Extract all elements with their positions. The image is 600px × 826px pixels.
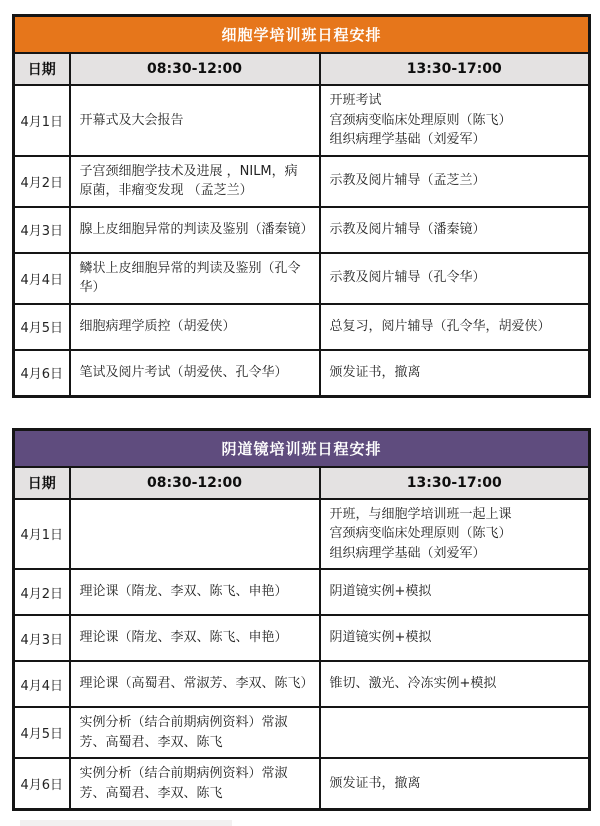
table-row: [14, 758, 590, 810]
morning-column-header: 08:30-12:00: [70, 467, 320, 499]
table-row: [14, 304, 590, 350]
table-row: [14, 85, 590, 156]
table-title-row: [14, 429, 590, 467]
date-cell: 4月4日: [14, 253, 70, 304]
afternoon-line: 总复习，阅片辅导（孔令华，胡爱侠）: [329, 318, 551, 334]
morning-cell: [70, 207, 320, 253]
morning-cell: [70, 85, 320, 156]
schedule-table-colposcopy: [12, 428, 591, 812]
table-row: [14, 156, 590, 207]
date-cell: 4月6日: [14, 758, 70, 810]
morning-line: 鳞状上皮细胞异常的判读及鉴别（孔令华）: [79, 260, 301, 295]
date-cell: 4月2日: [14, 569, 70, 615]
morning-line: 腺上皮细胞异常的判读及鉴别（潘秦镜）: [79, 221, 314, 237]
table-row: [14, 707, 590, 758]
afternoon-cell: [320, 615, 590, 661]
column-header-row: [14, 53, 590, 85]
morning-cell: [70, 350, 320, 397]
morning-line: 理论课（隋龙、李双、陈飞、申艳）: [79, 630, 288, 646]
morning-column-header: 08:30-12:00: [70, 53, 320, 85]
afternoon-cell: [320, 85, 590, 156]
date-cell: 4月3日: [14, 615, 70, 661]
afternoon-line: 宫颈病变临床处理原则（陈飞）: [329, 112, 512, 128]
morning-cell: [70, 707, 320, 758]
column-header-row: [14, 467, 590, 499]
afternoon-line: 颁发证书，撤离: [329, 775, 421, 791]
afternoon-line: 示教及阅片辅导（孟芝兰）: [329, 173, 486, 189]
afternoon-line: 颁发证书，撤离: [329, 364, 421, 380]
afternoon-cell: [320, 707, 590, 758]
table-row: [14, 499, 590, 570]
date-cell: 4月2日: [14, 156, 70, 207]
afternoon-cell: [320, 758, 590, 810]
table-row: [14, 350, 590, 397]
date-cell: 4月4日: [14, 661, 70, 707]
morning-cell: [70, 499, 320, 570]
afternoon-line: 宫颈病变临床处理原则（陈飞）: [329, 526, 512, 541]
afternoon-column-header: 13:30-17:00: [320, 53, 590, 85]
afternoon-column-header: 13:30-17:00: [320, 467, 590, 499]
morning-cell: [70, 615, 320, 661]
afternoon-cell: [320, 569, 590, 615]
afternoon-line: 开班考试: [329, 93, 382, 108]
morning-line: 理论课（高蜀君、常淑芳、李双、陈飞）: [79, 676, 314, 692]
afternoon-cell: [320, 350, 590, 397]
table-row: [14, 569, 590, 615]
afternoon-cell: [320, 156, 590, 207]
morning-cell: [70, 253, 320, 304]
table-title-row: [14, 16, 590, 54]
afternoon-line: 开班，与细胞学培训班一起上课: [329, 506, 512, 522]
date-column-header: 日期: [14, 467, 70, 499]
afternoon-line: 锥切、激光、冷冻实例+模拟: [329, 676, 497, 692]
morning-cell: [70, 304, 320, 350]
afternoon-cell: [320, 207, 590, 253]
morning-line: 实例分析（结合前期病例资料）常淑芳、高蜀君、李双、陈飞: [79, 766, 288, 801]
afternoon-line: 阴道镜实例+模拟: [329, 630, 432, 646]
table-title: 细胞学培训班日程安排: [14, 16, 590, 54]
morning-line: 开幕式及大会报告: [79, 112, 184, 128]
date-cell: 4月1日: [14, 85, 70, 156]
morning-cell: [70, 569, 320, 615]
morning-line: 理论课（隋龙、李双、陈飞、申艳）: [79, 584, 288, 600]
date-column-header: 日期: [14, 53, 70, 85]
afternoon-line: 组织病理学基础（刘爱军）: [329, 132, 486, 147]
morning-cell: [70, 156, 320, 207]
afternoon-line: 组织病理学基础（刘爱军）: [329, 545, 486, 561]
schedule-table-cytology: [12, 14, 591, 398]
morning-cell: [70, 758, 320, 810]
table-row: [14, 207, 590, 253]
afternoon-line: 阴道镜实例+模拟: [329, 584, 432, 600]
date-cell: 4月3日: [14, 207, 70, 253]
table-title: 阴道镜培训班日程安排: [14, 429, 590, 467]
cropped-next-table-edge: [20, 820, 232, 826]
date-cell: 4月6日: [14, 350, 70, 397]
table-row: [14, 615, 590, 661]
afternoon-cell: [320, 499, 590, 570]
morning-cell: [70, 661, 320, 707]
date-cell: 4月5日: [14, 304, 70, 350]
morning-line: 笔试及阅片考试（胡爱侠、孔令华）: [79, 364, 288, 380]
morning-line: 细胞病理学质控（胡爱侠）: [79, 318, 236, 334]
afternoon-cell: [320, 253, 590, 304]
tables-container: [12, 14, 588, 811]
table-row: [14, 661, 590, 707]
afternoon-line: 示教及阅片辅导（潘秦镜）: [329, 221, 486, 237]
date-cell: 4月1日: [14, 499, 70, 570]
table-row: [14, 253, 590, 304]
afternoon-cell: [320, 661, 590, 707]
afternoon-line: 示教及阅片辅导（孔令华）: [329, 270, 486, 286]
morning-line: 子宫颈细胞学技术及进展 ，NILM，病原菌，非瘤变发现 （孟芝兰）: [79, 163, 298, 198]
afternoon-cell: [320, 304, 590, 350]
date-cell: 4月5日: [14, 707, 70, 758]
morning-line: 实例分析（结合前期病例资料）常淑芳、高蜀君、李双、陈飞: [79, 715, 288, 750]
